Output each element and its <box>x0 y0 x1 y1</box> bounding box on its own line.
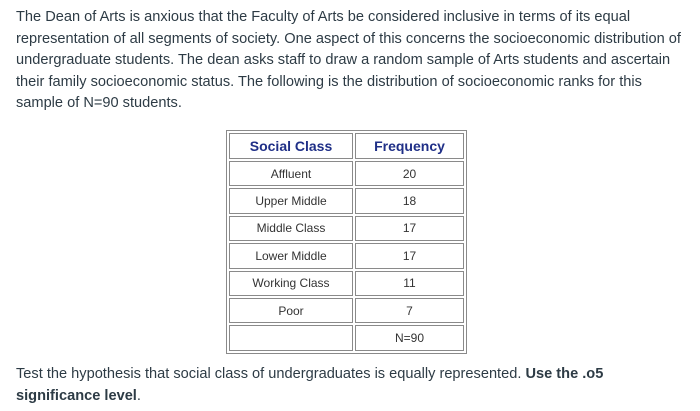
frequency-table <box>226 130 467 354</box>
table-row <box>229 188 464 213</box>
question-emphasis: Use the .o5 significance level <box>16 366 604 404</box>
header-social-class: Social Class <box>229 133 353 159</box>
cell-frequency: 7 <box>355 298 464 323</box>
cell-social-class: Working Class <box>229 271 353 296</box>
cell-social-class: Middle Class <box>229 216 353 241</box>
cell-frequency: 11 <box>355 271 464 296</box>
cell-frequency: 20 <box>355 161 464 186</box>
table-header-row <box>229 133 464 159</box>
table-row <box>229 298 464 323</box>
cell-frequency: 17 <box>355 243 464 268</box>
cell-social-class: Upper Middle <box>229 188 353 213</box>
cell-frequency: 17 <box>355 216 464 241</box>
cell-total-n: N=90 <box>355 325 464 350</box>
table-row <box>229 271 464 296</box>
header-frequency: Frequency <box>355 133 464 159</box>
cell-social-class: Poor <box>229 298 353 323</box>
problem-intro: The Dean of Arts is anxious that the Faculty of Arts be considered inclusive in terms of its equal representation of all segments of society. One aspect of this concerns the socioeconomic distribution of undergraduate students. The dean asks staff to draw a random sample of Arts students and ascertain their family socioeconomic status. The following is the distribution of socioeconomic ranks for this sample of N=90 students. <box>16 9 681 112</box>
cell-total-empty <box>229 325 353 350</box>
table-row <box>229 161 464 186</box>
question-body: Test the hypothesis that social class of undergraduates is equally represented. <box>16 366 526 382</box>
frequency-table-container <box>226 130 467 354</box>
cell-frequency: 18 <box>355 188 464 213</box>
table-total-row <box>229 325 464 350</box>
cell-social-class: Lower Middle <box>229 243 353 268</box>
cell-social-class: Affluent <box>229 161 353 186</box>
question-text: Test the hypothesis that social class of undergraduates is equally represented. Use the .o5 significance level. <box>16 366 604 404</box>
table-row <box>229 216 464 241</box>
table-row <box>229 243 464 268</box>
